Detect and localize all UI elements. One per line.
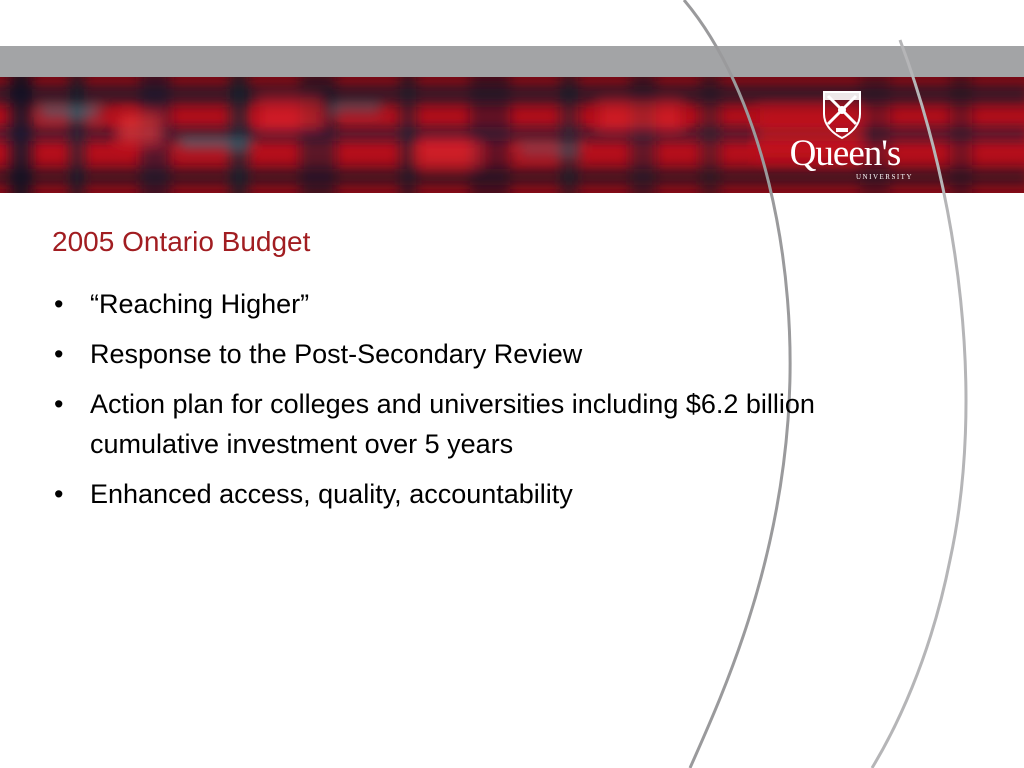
queens-logo	[770, 86, 920, 186]
bullet-text: Action plan for colleges and universities including $6.2 billion cumulative investment over 5 years	[90, 389, 815, 459]
bullet-text: Response to the Post-Secondary Review	[90, 339, 583, 369]
logo-subtext: UNIVERSITY	[856, 173, 913, 181]
bullet-icon: •	[54, 289, 64, 319]
bullet-list	[52, 284, 852, 524]
slide-title: 2005 Ontario Budget	[52, 226, 311, 257]
logo-wordmark: Queen's	[789, 133, 901, 174]
bullet-icon: •	[54, 339, 64, 369]
bullet-item	[52, 384, 852, 464]
bullet-text: Enhanced access, quality, accountability	[90, 479, 573, 509]
bullet-text: “Reaching Higher”	[90, 289, 310, 319]
header-gray-bar	[0, 46, 1024, 77]
bullet-icon: •	[54, 389, 64, 419]
bullet-item	[52, 284, 852, 324]
bullet-item	[52, 474, 852, 514]
bullet-icon: •	[54, 479, 64, 509]
bullet-item	[52, 334, 852, 374]
